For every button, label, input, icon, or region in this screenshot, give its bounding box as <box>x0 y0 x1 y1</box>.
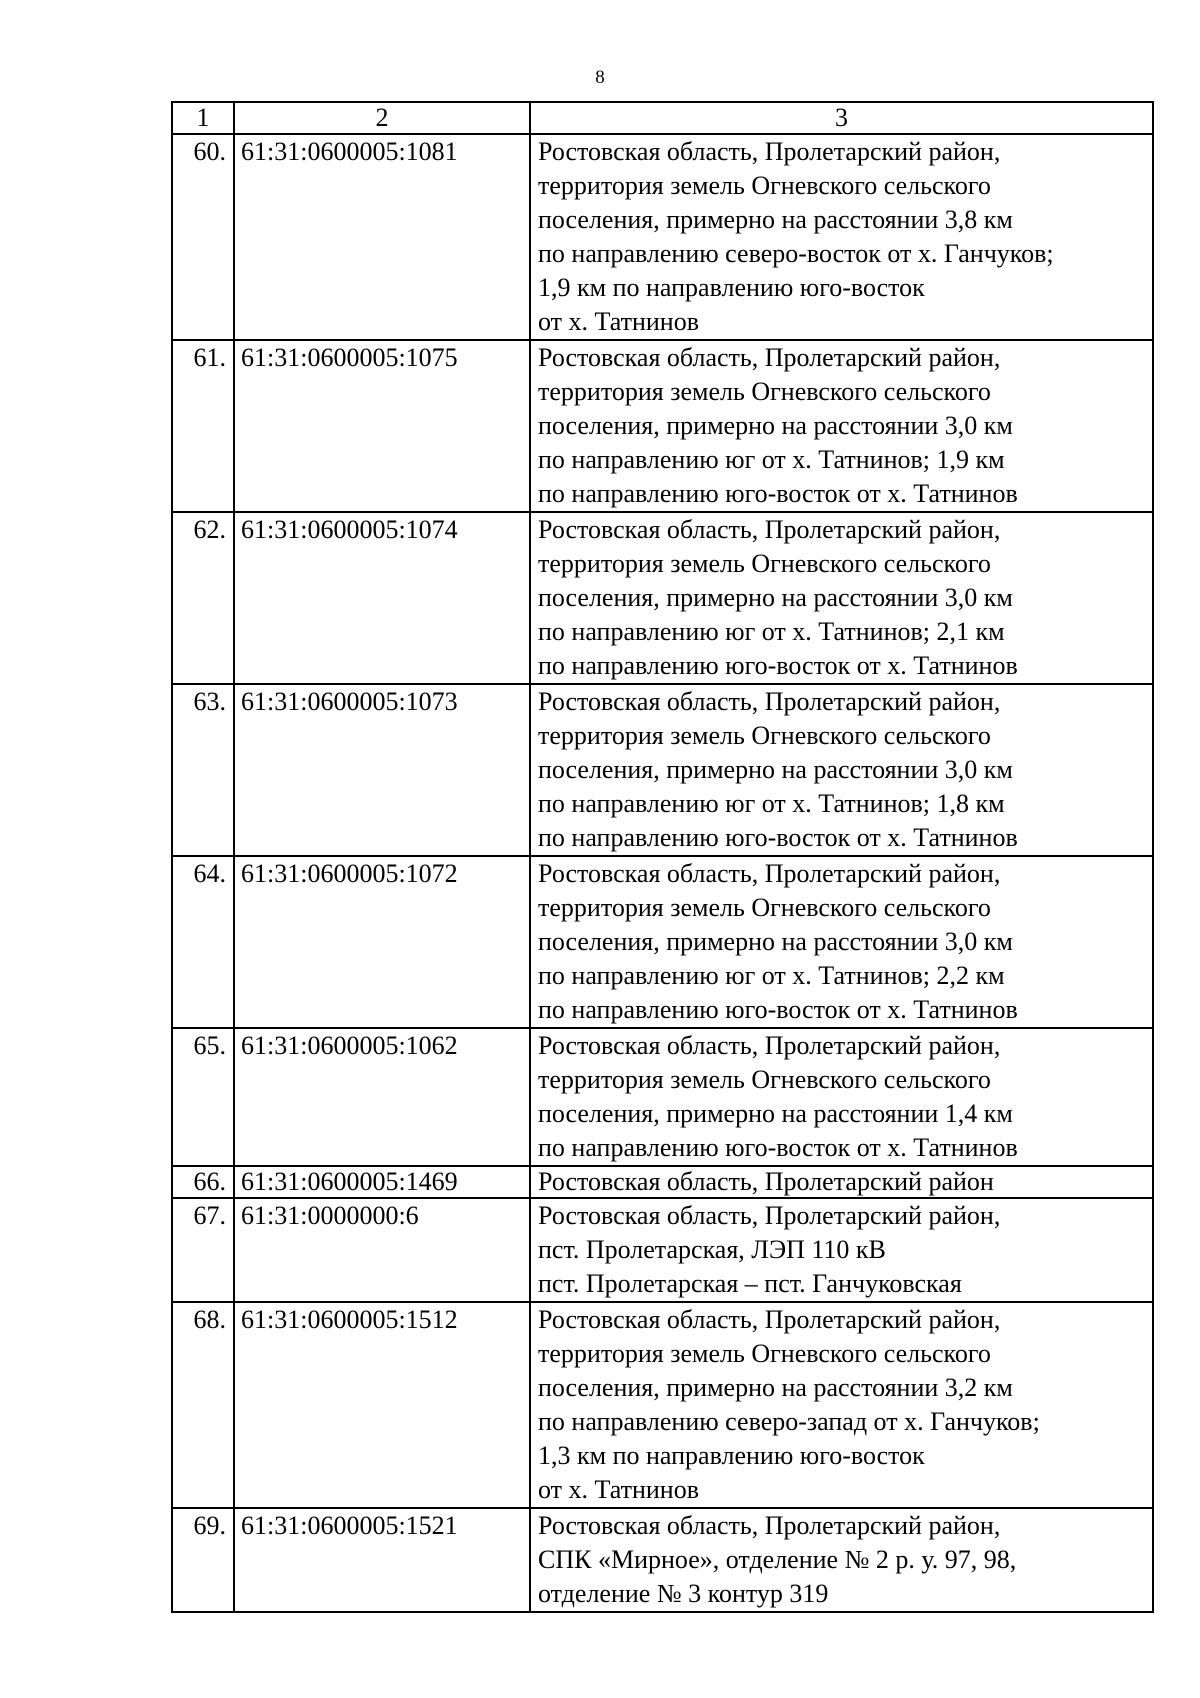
table-row <box>172 1508 1153 1612</box>
table-header-row <box>172 102 1153 134</box>
row-number: 69. <box>172 1508 234 1612</box>
row-number: 67. <box>172 1198 234 1302</box>
table-row <box>172 1166 1153 1198</box>
table-row <box>172 1198 1153 1302</box>
row-number: 61. <box>172 340 234 512</box>
table-row <box>172 512 1153 684</box>
row-number: 68. <box>172 1302 234 1508</box>
page-number: 8 <box>595 67 605 88</box>
table-row <box>172 684 1153 856</box>
location-description: Ростовская область, Пролетарский район, территория земель Огневского сельского поселения, примерно на расстоянии 3,0 км по направлению юг от х. Татнинов; 1,9 км по направлению юго-восток от х. Татнинов <box>530 340 1153 512</box>
row-number: 60. <box>172 134 234 340</box>
location-description: Ростовская область, Пролетарский район, территория земель Огневского сельского поселения, примерно на расстоянии 3,2 км по направлению северо-запад от х. Ганчуков; 1,3 км по направлению юго-восток от х. Татнинов <box>530 1302 1153 1508</box>
cadastral-number: 61:31:0600005:1072 <box>234 856 530 1028</box>
location-description: Ростовская область, Пролетарский район, территория земель Огневского сельского поселения, примерно на расстоянии 3,0 км по направлению юг от х. Татнинов; 1,8 км по направлению юго-восток от х. Татнинов <box>530 684 1153 856</box>
location-description: Ростовская область, Пролетарский район, территория земель Огневского сельского поселения, примерно на расстоянии 3,8 км по направлению северо-восток от х. Ганчуков; 1,9 км по направлению юго-восток от х. Татнинов <box>530 134 1153 340</box>
table-row <box>172 1028 1153 1166</box>
row-number: 65. <box>172 1028 234 1166</box>
location-description: Ростовская область, Пролетарский район, территория земель Огневского сельского поселения, примерно на расстоянии 3,0 км по направлению юг от х. Татнинов; 2,2 км по направлению юго-восток от х. Татнинов <box>530 856 1153 1028</box>
header-cell-cadastral: 2 <box>234 102 530 134</box>
cadastral-number: 61:31:0000000:6 <box>234 1198 530 1302</box>
cadastral-number: 61:31:0600005:1075 <box>234 340 530 512</box>
location-description: Ростовская область, Пролетарский район, пст. Пролетарская, ЛЭП 110 кВ пст. Пролетарская – пст. Ганчуковская <box>530 1198 1153 1302</box>
row-number: 63. <box>172 684 234 856</box>
cadastral-number: 61:31:0600005:1081 <box>234 134 530 340</box>
land-plots-table <box>171 101 1154 1613</box>
location-description: Ростовская область, Пролетарский район, территория земель Огневского сельского поселения, примерно на расстоянии 1,4 км по направлению юго-восток от х. Татнинов <box>530 1028 1153 1166</box>
cadastral-number: 61:31:0600005:1469 <box>234 1166 530 1198</box>
location-description: Ростовская область, Пролетарский район, СПК «Мирное», отделение № 2 р. у. 97, 98, отделение № 3 контур 319 <box>530 1508 1153 1612</box>
location-description: Ростовская область, Пролетарский район <box>530 1166 1153 1198</box>
row-number: 66. <box>172 1166 234 1198</box>
row-number: 62. <box>172 512 234 684</box>
table-row <box>172 340 1153 512</box>
cadastral-number: 61:31:0600005:1074 <box>234 512 530 684</box>
header-cell-address: 3 <box>530 102 1153 134</box>
table-row <box>172 1302 1153 1508</box>
row-number: 64. <box>172 856 234 1028</box>
cadastral-number: 61:31:0600005:1062 <box>234 1028 530 1166</box>
table-row <box>172 856 1153 1028</box>
table-row <box>172 134 1153 340</box>
header-cell-number: 1 <box>172 102 234 134</box>
location-description: Ростовская область, Пролетарский район, территория земель Огневского сельского поселения, примерно на расстоянии 3,0 км по направлению юг от х. Татнинов; 2,1 км по направлению юго-восток от х. Татнинов <box>530 512 1153 684</box>
cadastral-number: 61:31:0600005:1521 <box>234 1508 530 1612</box>
cadastral-number: 61:31:0600005:1512 <box>234 1302 530 1508</box>
cadastral-number: 61:31:0600005:1073 <box>234 684 530 856</box>
